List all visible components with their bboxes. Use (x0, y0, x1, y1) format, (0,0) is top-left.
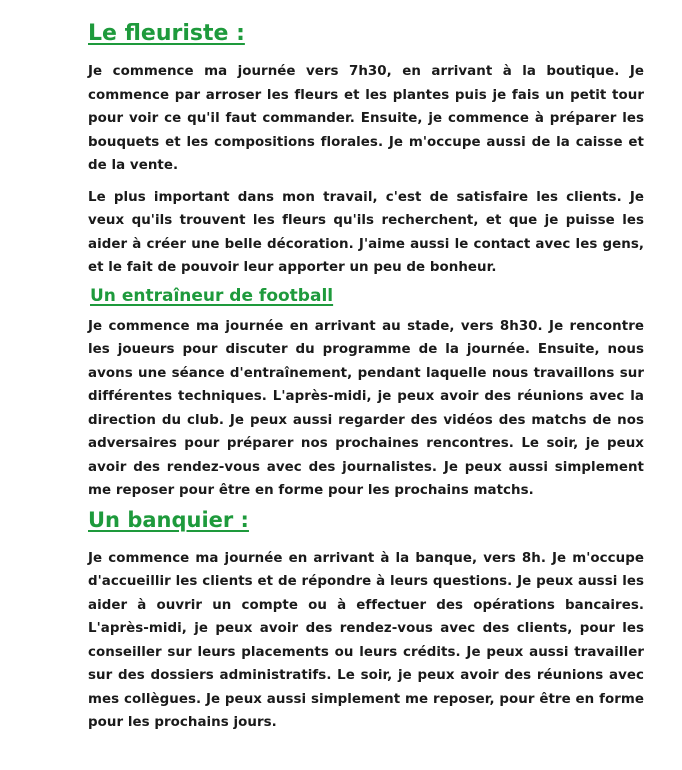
paragraph-entraineur-1: Je commence ma journée en arrivant au stade, vers 8h30. Je rencontre les joueurs pour discuter du programme de la journée. Ensuite, nous avons une séance d'entraînement, pendant laquelle nous travaillons sur différentes techniques. L'après-midi, je peux avoir des réunions avec la direction du club. Je peux aussi regarder des vidéos des matchs de nos adversaires pour préparer nos prochaines rencontres. Le soir, je peux avoir des rendez-vous avec des journalistes. Je peux aussi simplement me reposer pour être en forme pour les prochains matchs. (88, 318, 644, 498)
paragraph-fleuriste-2: Le plus important dans mon travail, c'est de satisfaire les clients. Je veux qu'ils trouvent les fleurs qu'ils recherchent, et que je puisse les aider à créer une belle décoration. J'aime aussi le contact avec les gens, et le fait de pouvoir leur apporter un peu de bonheur. (88, 189, 644, 275)
section-title-banquier: Un banquier : (88, 507, 249, 532)
paragraph-fleuriste-1: Je commence ma journée vers 7h30, en arrivant à la boutique. Je commence par arroser les fleurs et les plantes puis je fais un petit tour pour voir ce qu'il faut commander. Ensuite, je commence à préparer les bouquets et les compositions florales. Je m'occupe aussi de la caisse et de la vente. (88, 64, 644, 173)
section-title-entraineur: Un entraîneur de football (90, 285, 334, 306)
section-title-fleuriste: Le fleuriste : (88, 21, 245, 46)
paragraph-banquier-1: Je commence ma journée en arrivant à la banque, vers 8h. Je m'occupe d'accueillir les clients et de répondre à leurs questions. Je peux aussi les aider à ouvrir un compte ou à effectuer des opérations bancaires. L'après-midi, je peux avoir des rendez-vous avec des clients, pour les conseiller sur leurs placements ou leurs crédits. Je peux aussi travailler sur des dossiers administratifs. Le soir, je peux avoir des réunions avec mes collègues. Je peux aussi simplement me reposer, pour être en forme pour les prochains jours. (88, 550, 644, 730)
